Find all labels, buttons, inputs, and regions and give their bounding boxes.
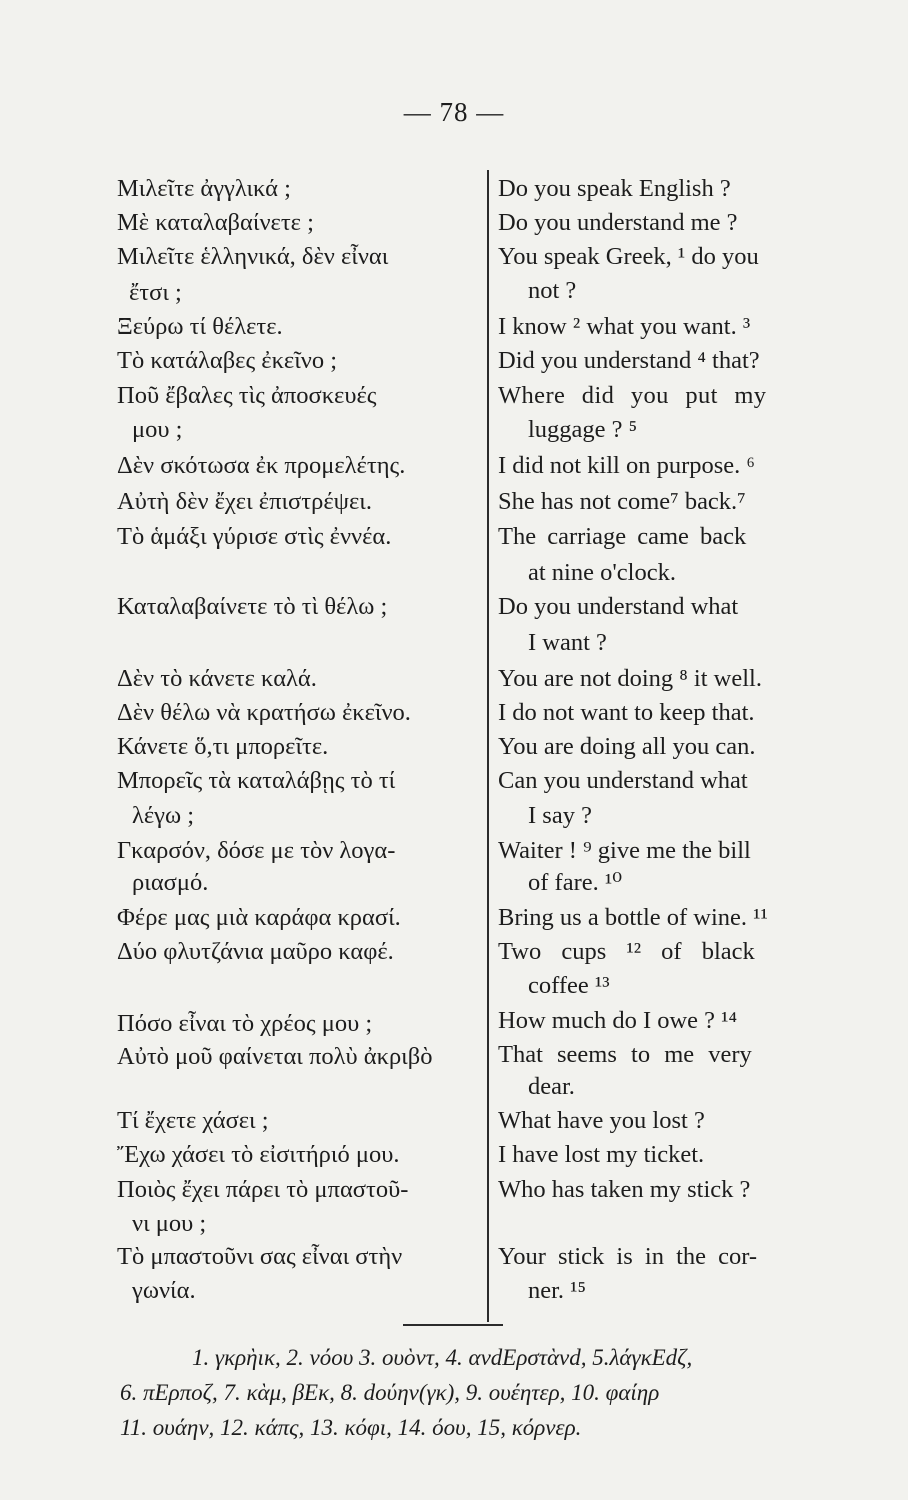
greek-line: Ποῦ ἔβαλες τὶς ἀποσκευές: [117, 382, 377, 409]
english-line: luggage ? ⁵: [528, 416, 638, 443]
greek-line: Τὸ ἁμάξι γύρισε στὶς ἐννέα.: [117, 523, 392, 550]
english-line: dear.: [528, 1073, 575, 1100]
page-number: — 78 —: [403, 97, 505, 127]
greek-line: Αὐτὸ μοῦ φαίνεται πολὺ ἀκριβὸ: [117, 1043, 433, 1070]
greek-line: Πόσο εἶναι τὸ χρέος μου ;: [117, 1010, 373, 1037]
greek-line: Ξεύρω τί θέλετε.: [117, 313, 283, 340]
greek-line: Φέρε μας μιὰ καράφα κρασί.: [117, 904, 401, 931]
english-line: You speak Greek, ¹ do you: [498, 243, 759, 270]
english-line: at nine o'clock.: [528, 559, 676, 586]
english-line: Your stick is in the cor-: [498, 1243, 758, 1270]
footnotes: [120, 1340, 840, 1445]
greek-line: Μιλεῖτε ἀγγλικά ;: [117, 175, 291, 202]
greek-line: Τὸ μπαστοῦνι σας εἶναι στὴν: [117, 1243, 403, 1270]
greek-line: Αὐτὴ δὲν ἔχει ἐπιστρέψει.: [117, 488, 372, 515]
english-line: I know ² what you want. ³: [498, 313, 751, 340]
english-line: ner. ¹⁵: [528, 1277, 587, 1304]
english-line: Waiter ! ⁹ give me the bill: [498, 837, 751, 864]
greek-line: μου ;: [132, 416, 183, 443]
greek-line: Ποιὸς ἔχει πάρει τὸ μπαστοῦ-: [117, 1176, 409, 1203]
greek-line: Δὲν τὸ κάνετε καλά.: [117, 665, 317, 692]
greek-line: Κάνετε ὅ,τι μπορεῖτε.: [117, 733, 329, 760]
greek-line: ριασμό.: [132, 869, 209, 896]
greek-line: Καταλαβαίνετε τὸ τὶ θέλω ;: [117, 593, 388, 620]
english-line: Do you understand me ?: [498, 209, 738, 236]
english-line: I have lost my ticket.: [498, 1141, 705, 1168]
greek-line: Τὸ κατάλαβες ἐκεῖνο ;: [117, 347, 338, 374]
english-line: I want ?: [528, 629, 607, 656]
english-line: I say ?: [528, 802, 592, 829]
greek-line: λέγω ;: [132, 802, 195, 829]
english-line: Where did you put my: [498, 382, 767, 409]
column-divider: [487, 170, 489, 1322]
greek-line: Δὲν θέλω νὰ κρατήσω ἐκεῖνο.: [117, 699, 411, 726]
english-line: of fare. ¹⁰: [528, 869, 623, 896]
english-line: She has not come⁷ back.⁷: [498, 488, 746, 515]
english-line: What have you lost ?: [498, 1107, 705, 1134]
greek-line: νι μου ;: [132, 1210, 207, 1237]
english-line: Can you understand what: [498, 767, 748, 794]
english-line: Who has taken my stick ?: [498, 1176, 751, 1203]
english-line: You are not doing ⁸ it well.: [498, 665, 762, 692]
english-line: Two cups ¹² of black: [498, 938, 755, 965]
footnote-line: 11. ουάην, 12. κάπς, 13. κόφι, 14. όου, 15, κόρνερ.: [120, 1415, 582, 1440]
footnote-line: 6. πΕρποζ, 7. κὰμ, βΕκ, 8. dούηv(γκ), 9. ουέητερ, 10. φαίηρ: [120, 1380, 660, 1405]
footnote-line: 1. γκρὴικ, 2. νόου 3. ουὸντ, 4. ανdΕρστὰνd, 5.λάγκΕdζ,: [192, 1345, 693, 1370]
greek-line: Μὲ καταλαβαίνετε ;: [117, 209, 314, 236]
english-line: The carriage came back: [498, 523, 747, 550]
footnote-rule: [403, 1324, 503, 1326]
english-line: Do you understand what: [498, 593, 739, 620]
english-line: Did you understand ⁴ that?: [498, 347, 760, 374]
english-line: Bring us a bottle of wine. ¹¹: [498, 904, 768, 931]
greek-line: Ἔχω χάσει τὸ εἰσιτήριό μου.: [117, 1141, 400, 1168]
greek-line: γωνία.: [132, 1277, 196, 1304]
greek-line: Τί ἔχετε χάσει ;: [117, 1107, 269, 1134]
english-line: I do not want to keep that.: [498, 699, 755, 726]
greek-line: Μιλεῖτε ἑλληνικά, δὲν εἶναι: [117, 243, 389, 270]
greek-line: Δύο φλυτζάνια μαῦρο καφέ.: [117, 938, 394, 965]
greek-line: ἔτσι ;: [129, 279, 182, 306]
english-line: coffee ¹³: [528, 972, 610, 999]
english-line: not ?: [528, 277, 577, 304]
english-line: I did not kill on purpose. ⁶: [498, 452, 755, 479]
english-line: You are doing all you can.: [498, 733, 756, 760]
greek-line: Γκαρσόν, δόσε με τὸν λογα-: [117, 837, 396, 864]
greek-line: Δὲν σκότωσα ἐκ προμελέτης.: [117, 452, 406, 479]
greek-line: Μπορεῖς τὰ καταλάβῃς τὸ τί: [117, 767, 396, 794]
english-line: That seems to me very: [498, 1041, 752, 1068]
english-line: How much do I owe ? ¹⁴: [498, 1007, 738, 1034]
english-line: Do you speak English ?: [498, 175, 731, 202]
